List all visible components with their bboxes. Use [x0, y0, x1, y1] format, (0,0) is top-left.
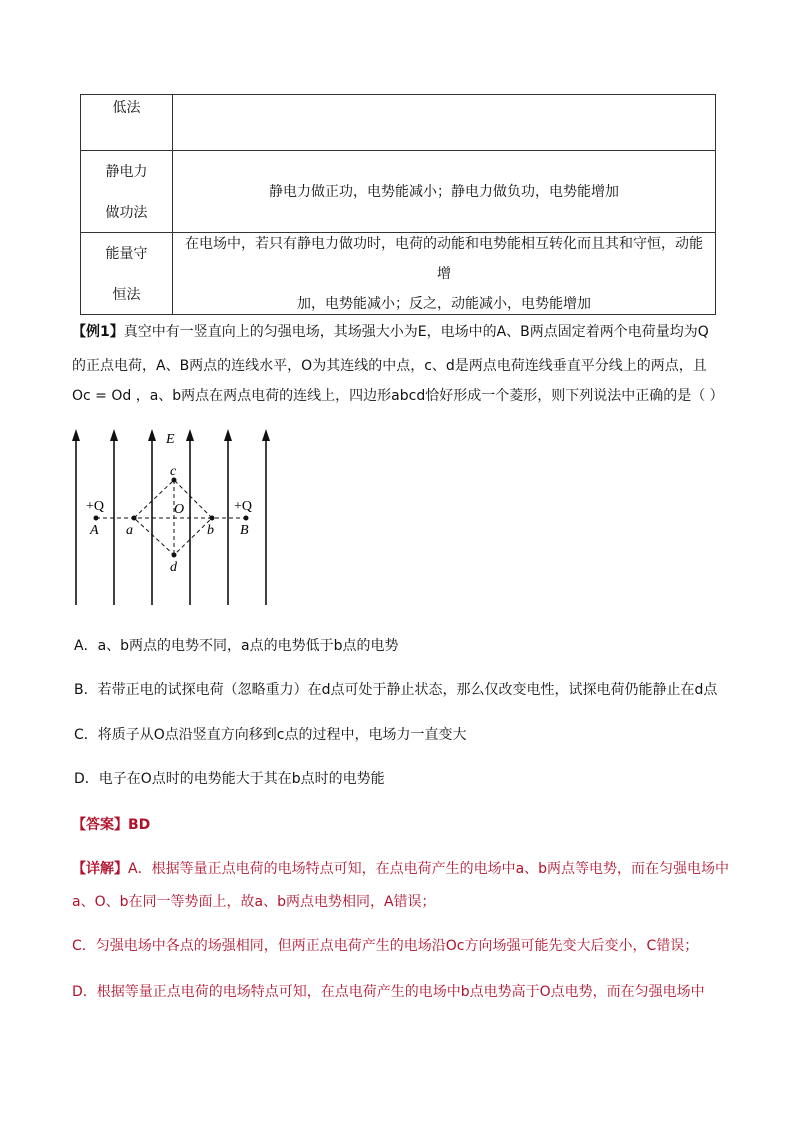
row-label-line: 恒法: [112, 286, 141, 303]
table-row: [81, 151, 715, 233]
label-plusQ-right: +Q: [234, 499, 253, 514]
explanation-line-4: D．根据等量正点电荷的电场特点可知，在点电荷产生的电场中b点电势高于O点电势，而在匀强电场中: [72, 984, 705, 1000]
answer-tag: 【答案】: [72, 817, 128, 833]
explanation-line-1: 【详解】A．根据等量正点电荷的电场特点可知，在点电荷产生的电场中a、b两点等电势，而在匀强电场中: [72, 861, 730, 877]
electric-field-figure: [60, 425, 300, 625]
option-b[interactable]: B．若带正电的试探电荷（忽略重力）在d点可处于静止状态，那么仅改变电性，试探电荷仍能静止在d点: [74, 682, 718, 698]
point-a: [132, 516, 137, 521]
arrowhead: [148, 429, 156, 441]
arrowhead: [72, 429, 80, 441]
point-b: [210, 516, 215, 521]
example-line-2: 的正点电荷，A、B两点的连线水平，O为其连线的中点，c、d是两点电荷连线垂直平分线上的两点，且: [72, 358, 707, 374]
row-label: [81, 233, 173, 314]
explanation-line-3: C．匀强电场中各点的场强相同，但两正点电荷产生的电场沿Oc方向场强可能先变大后变小，C错误；: [72, 938, 699, 954]
arrowhead: [224, 429, 232, 441]
example-line-1: 【例1】真空中有一竖直向上的匀强电场，其场强大小为E，电场中的A、B两点固定着两个电荷量均为Q: [72, 324, 709, 340]
label-O: O: [174, 502, 185, 517]
answer-value: BD: [128, 817, 151, 833]
label-c: c: [170, 464, 177, 479]
explanation-tag: 【详解】: [72, 861, 128, 877]
point-d: [172, 553, 177, 558]
label-plusQ-left: +Q: [86, 499, 105, 514]
row-label: [81, 151, 173, 232]
row-label-line: 能量守: [105, 246, 148, 263]
arrowhead: [262, 429, 270, 441]
label-E: E: [166, 432, 175, 447]
row-label-line: 静电力: [105, 164, 148, 181]
row-content: 在电场中，若只有静电力做功时，电荷的动能和电势能相互转化而且其和守恒，动能增 加，电势能减小；反之，动能减小，电势能增加: [185, 235, 703, 312]
label-A: A: [90, 523, 99, 538]
row-label: [81, 95, 173, 150]
arrowhead: [110, 429, 118, 441]
row-label-line: 低法: [112, 100, 141, 116]
table-row: [81, 233, 715, 314]
explanation-line-2: a、O、b在同一等势面上，故a、b两点电势相同，A错误；: [72, 894, 436, 910]
point-A: [94, 516, 99, 521]
table-row: [81, 95, 715, 151]
label-b: b: [207, 523, 214, 538]
example-line-3: Oc = Od ，a、b两点在两点电荷的连线上，四边形abcd恰好形成一个菱形，则下列说法中正确的是（ ）: [72, 388, 724, 404]
point-B: [244, 516, 249, 521]
row-label-line: 做功法: [105, 204, 148, 221]
row-content: 静电力做正功，电势能减小；静电力做负功，电势能增加: [269, 183, 619, 200]
field-lines: [76, 433, 266, 605]
label-a: a: [126, 523, 133, 538]
answer-line: [72, 814, 150, 834]
label-B: B: [240, 523, 249, 538]
arrowhead: [186, 429, 194, 441]
option-d[interactable]: D．电子在O点时的电势能大于其在b点时的电势能: [74, 771, 385, 787]
label-d: d: [170, 560, 177, 575]
option-c[interactable]: C．将质子从O点沿竖直方向移到c点的过程中，电场力一直变大: [74, 727, 467, 743]
method-table: [80, 94, 716, 315]
example-tag: 【例1】: [72, 324, 124, 340]
row-content: [173, 95, 715, 150]
option-a[interactable]: A．a、b两点的电势不同，a点的电势低于b点的电势: [74, 638, 399, 654]
